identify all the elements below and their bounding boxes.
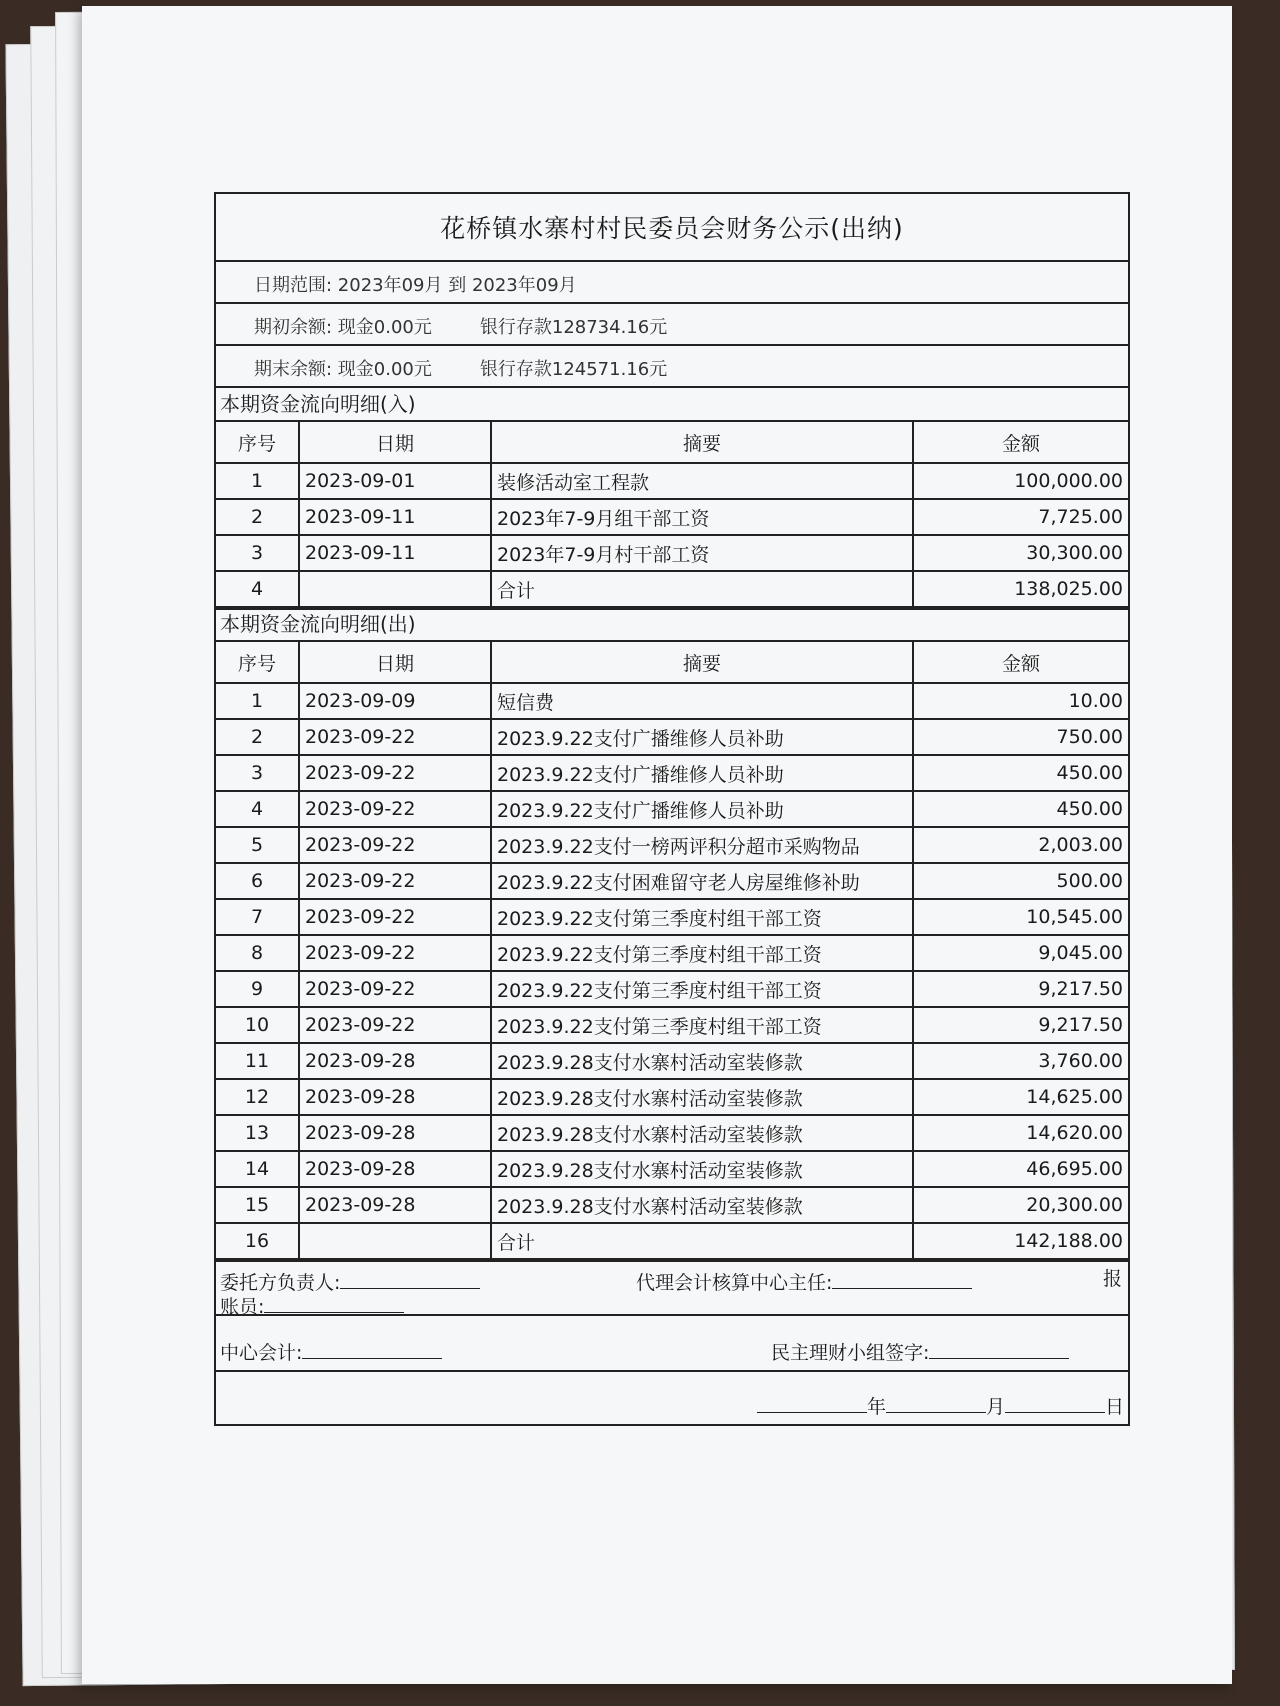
row-no: 9 <box>216 971 299 1007</box>
row-date: 2023-09-28 <box>299 1115 491 1151</box>
outflow-row <box>216 1151 1128 1187</box>
row-amount: 9,217.50 <box>913 971 1128 1007</box>
row-date: 2023-09-22 <box>299 791 491 827</box>
outflow-row <box>216 1187 1128 1223</box>
opening-bank: 银行存款128734.16元 <box>479 317 668 338</box>
inflow-row <box>216 535 1128 571</box>
finance-group-blank <box>929 1340 1069 1359</box>
row-amount: 2,003.00 <box>913 827 1128 863</box>
row-date: 2023-09-28 <box>299 1079 491 1115</box>
row-summary: 2023.9.28支付水寨村活动室装修款 <box>491 1187 913 1223</box>
row-date: 2023-09-22 <box>299 719 491 755</box>
row-date: 2023-09-28 <box>299 1151 491 1187</box>
signature-row-2 <box>216 1314 1128 1370</box>
row-summary: 2023.9.22支付第三季度村组干部工资 <box>491 935 913 971</box>
day-label: 日 <box>1104 1396 1124 1418</box>
outflow-row <box>216 1115 1128 1151</box>
agency-director-blank <box>832 1270 972 1289</box>
row-amount: 3,760.00 <box>913 1043 1128 1079</box>
agency-director-label: 代理会计核算中心主任: <box>636 1272 833 1294</box>
center-accountant-blank <box>302 1340 442 1359</box>
col-header-amount: 金额 <box>913 641 1128 683</box>
row-amount: 10,545.00 <box>913 899 1128 935</box>
col-header-summary: 摘要 <box>491 421 913 463</box>
outflow-row <box>216 827 1128 863</box>
row-amount: 100,000.00 <box>913 463 1128 499</box>
row-summary: 2023.9.22支付第三季度村组干部工资 <box>491 899 913 935</box>
outflow-row <box>216 971 1128 1007</box>
row-no: 2 <box>216 499 299 535</box>
row-amount: 500.00 <box>913 863 1128 899</box>
col-header-date: 日期 <box>299 641 491 683</box>
report-char: 报 <box>1102 1268 1122 1290</box>
outflow-row <box>216 863 1128 899</box>
outflow-row <box>216 683 1128 719</box>
closing-balance <box>216 346 1128 388</box>
row-no: 4 <box>216 571 299 607</box>
row-no: 16 <box>216 1223 299 1259</box>
row-summary: 2023.9.22支付第三季度村组干部工资 <box>491 971 913 1007</box>
document-title: 花桥镇水寨村村民委员会财务公示(出纳) <box>216 194 1128 262</box>
row-date: 2023-09-22 <box>299 935 491 971</box>
outflow-row <box>216 755 1128 791</box>
date-range-text: 日期范围: 2023年09月 到 2023年09月 <box>254 275 577 296</box>
inflow-table <box>216 420 1128 608</box>
row-amount: 30,300.00 <box>913 535 1128 571</box>
date-range <box>216 262 1128 304</box>
month-label: 月 <box>985 1396 1005 1418</box>
row-amount: 138,025.00 <box>913 571 1128 607</box>
row-no: 14 <box>216 1151 299 1187</box>
row-date: 2023-09-28 <box>299 1043 491 1079</box>
row-amount: 20,300.00 <box>913 1187 1128 1223</box>
agency-director-signature <box>636 1268 972 1295</box>
row-amount: 142,188.00 <box>913 1223 1128 1259</box>
row-date <box>299 571 491 607</box>
row-summary: 2023.9.22支付广播维修人员补助 <box>491 719 913 755</box>
row-date: 2023-09-22 <box>299 827 491 863</box>
inflow-heading: 本期资金流向明细(入) <box>220 392 416 416</box>
row-no: 1 <box>216 683 299 719</box>
row-summary: 2023.9.28支付水寨村活动室装修款 <box>491 1043 913 1079</box>
row-amount: 9,045.00 <box>913 935 1128 971</box>
row-amount: 46,695.00 <box>913 1151 1128 1187</box>
row-summary: 2023年7-9月村干部工资 <box>491 535 913 571</box>
row-date: 2023-09-01 <box>299 463 491 499</box>
finance-group-signature <box>771 1338 1069 1365</box>
outflow-row <box>216 899 1128 935</box>
clerk-label: 账员: <box>220 1296 265 1318</box>
col-header-amount: 金额 <box>913 421 1128 463</box>
opening-balance <box>216 304 1128 346</box>
closing-cash: 期末余额: 现金0.00元 <box>254 359 432 380</box>
row-summary: 2023.9.28支付水寨村活动室装修款 <box>491 1079 913 1115</box>
row-date: 2023-09-22 <box>299 863 491 899</box>
outflow-row <box>216 1223 1128 1259</box>
outflow-row <box>216 791 1128 827</box>
row-no: 6 <box>216 863 299 899</box>
row-amount: 750.00 <box>913 719 1128 755</box>
row-date: 2023-09-22 <box>299 1007 491 1043</box>
row-amount: 7,725.00 <box>913 499 1128 535</box>
row-no: 2 <box>216 719 299 755</box>
row-no: 15 <box>216 1187 299 1223</box>
outflow-row <box>216 935 1128 971</box>
finance-notice-form <box>214 192 1130 1426</box>
row-summary: 短信费 <box>491 683 913 719</box>
col-header-date: 日期 <box>299 421 491 463</box>
outflow-row <box>216 1043 1128 1079</box>
row-amount: 9,217.50 <box>913 1007 1128 1043</box>
row-summary: 合计 <box>491 1223 913 1259</box>
row-date <box>299 1223 491 1259</box>
row-date: 2023-09-22 <box>299 971 491 1007</box>
opening-cash: 期初余额: 现金0.00元 <box>254 317 432 338</box>
row-amount: 14,620.00 <box>913 1115 1128 1151</box>
row-no: 4 <box>216 791 299 827</box>
finance-group-label: 民主理财小组签字: <box>771 1342 930 1364</box>
year-blank <box>757 1394 867 1413</box>
client-lead-signature <box>220 1268 480 1295</box>
row-no: 5 <box>216 827 299 863</box>
row-summary: 2023.9.22支付广播维修人员补助 <box>491 755 913 791</box>
client-lead-blank <box>340 1270 480 1289</box>
row-summary: 2023.9.22支付一榜两评积分超市采购物品 <box>491 827 913 863</box>
row-date: 2023-09-28 <box>299 1187 491 1223</box>
row-amount: 450.00 <box>913 791 1128 827</box>
row-no: 10 <box>216 1007 299 1043</box>
row-date: 2023-09-22 <box>299 755 491 791</box>
inflow-row <box>216 499 1128 535</box>
outflow-row <box>216 1079 1128 1115</box>
row-summary: 2023.9.22支付广播维修人员补助 <box>491 791 913 827</box>
row-no: 8 <box>216 935 299 971</box>
inflow-header-row <box>216 421 1128 463</box>
row-summary: 2023.9.28支付水寨村活动室装修款 <box>491 1151 913 1187</box>
year-label: 年 <box>866 1396 886 1418</box>
row-summary: 2023.9.22支付困难留守老人房屋维修补助 <box>491 863 913 899</box>
row-summary: 装修活动室工程款 <box>491 463 913 499</box>
outflow-header-row <box>216 641 1128 683</box>
row-amount: 14,625.00 <box>913 1079 1128 1115</box>
outflow-heading: 本期资金流向明细(出) <box>216 608 1128 640</box>
clerk-blank <box>264 1294 404 1313</box>
center-accountant-label: 中心会计: <box>220 1342 303 1364</box>
row-no: 11 <box>216 1043 299 1079</box>
row-no: 3 <box>216 755 299 791</box>
row-no: 13 <box>216 1115 299 1151</box>
outflow-row <box>216 719 1128 755</box>
row-date: 2023-09-11 <box>299 535 491 571</box>
month-blank <box>886 1394 986 1413</box>
row-date: 2023-09-11 <box>299 499 491 535</box>
col-header-summary: 摘要 <box>491 641 913 683</box>
row-amount: 10.00 <box>913 683 1128 719</box>
signature-date <box>757 1392 1124 1419</box>
row-summary: 合计 <box>491 571 913 607</box>
client-lead-label: 委托方负责人: <box>220 1272 341 1294</box>
row-no: 3 <box>216 535 299 571</box>
outflow-row <box>216 1007 1128 1043</box>
col-header-no: 序号 <box>216 421 299 463</box>
col-header-no: 序号 <box>216 641 299 683</box>
day-blank <box>1005 1394 1105 1413</box>
row-no: 7 <box>216 899 299 935</box>
row-summary: 2023年7-9月组干部工资 <box>491 499 913 535</box>
inflow-row <box>216 463 1128 499</box>
row-date: 2023-09-09 <box>299 683 491 719</box>
closing-bank: 银行存款124571.16元 <box>479 359 668 380</box>
signature-date-row <box>216 1370 1128 1424</box>
row-amount: 450.00 <box>913 755 1128 791</box>
row-date: 2023-09-22 <box>299 899 491 935</box>
row-summary: 2023.9.22支付第三季度村组干部工资 <box>491 1007 913 1043</box>
row-summary: 2023.9.28支付水寨村活动室装修款 <box>491 1115 913 1151</box>
signature-row-1 <box>216 1260 1128 1318</box>
row-no: 12 <box>216 1079 299 1115</box>
row-no: 1 <box>216 463 299 499</box>
inflow-row <box>216 571 1128 607</box>
outflow-table <box>216 640 1128 1260</box>
center-accountant-signature <box>220 1338 442 1365</box>
